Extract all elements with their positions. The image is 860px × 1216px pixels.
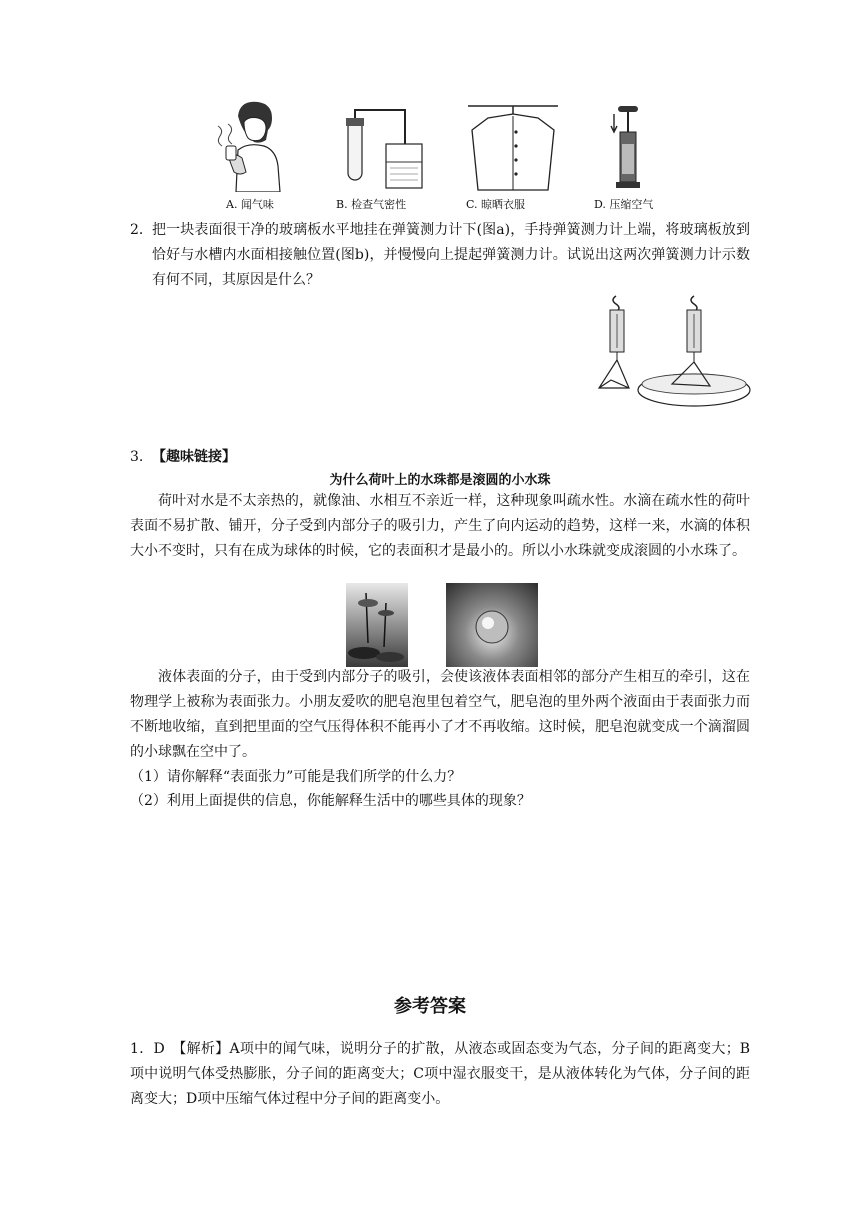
q1-option-b: B. 检查气密性 [336,198,407,211]
q2-text: 把一块表面很干净的玻璃板水平地挂在弹簧测力计下(图a)，手持弹簧测力计上端，将玻璃板放到恰好与水槽内水面相接触位置(图b)，并慢慢向上提起弹簧测力计。试说出这两次弹簧测力计示数有何不同，其原因是什么？ [152,222,750,288]
q2-number: 2． [130,222,153,238]
answer-1 [130,1037,750,1112]
person-smelling-illustration [208,96,288,192]
q3-article-title: 为什么荷叶上的水珠都是滚圆的小水珠 [329,473,551,488]
q1-figure-row [200,96,680,216]
q1-option-a: A. 闻气味 [226,198,274,211]
clothes-figure [468,100,558,192]
answer-1-prefix: 1．D 【解析】 [130,1041,230,1057]
syringe-cylinder-illustration [608,104,648,190]
answer-1-text: A项中的闻气味，说明分子的扩散，从液态或固态变为气态，分子间的距离变大；B项中说明气体受热膨胀，分子间的距离变大；C项中湿衣服变干，是从液体转化为气体，分子间的距离变大；D项中压缩气体过程中分子间的距离变小。 [130,1041,750,1107]
hanging-shirt-illustration [468,100,558,192]
spring-balance-illustration [594,292,754,410]
q3-subquestion-1: （1）请你解释“表面张力”可能是我们所学的什么力？ [130,769,462,785]
q3-paragraph-2: 液体表面的分子，由于受到内部分子的吸引，会使该液体表面相邻的部分产生相互的牵引，这在物理学上被称为表面张力。小朋友爱吹的肥皂泡里包着空气，肥皂泡的里外两个液面由于表面张力而不断地收缩，直到把里面的空气压得体积不能再小了才不再收缩。这时候，肥皂泡就变成一个滴溜圆的小球飘在空中了。 [130,669,750,760]
q3-tag: 【趣味链接】 [152,449,236,465]
test-tube-beaker-illustration [340,106,430,192]
water-droplet-photo [446,583,538,667]
q1-option-c: C. 晾晒衣服 [466,198,526,211]
q3-paragraph-1: 荷叶对水是不太亲热的，就像油、水相互不亲近一样，这种现象叫疏水性。水滴在疏水性的荷叶表面不易扩散、铺开，分子受到内部分子的吸引力，产生了向内运动的趋势，这样一来，水滴的体积大小不变时，只有在成为球体的时候，它的表面积才是最小的。所以小水珠就变成滚圆的小水珠了。 [130,493,750,559]
q3-number: 3. [130,449,144,465]
q1-option-d: D. 压缩空气 [594,198,654,211]
spring-balance-figure [594,292,754,414]
answers-title: 参考答案 [394,996,466,1017]
airtightness-figure [340,106,430,192]
lotus-leaf-photo [346,583,408,667]
q3-subquestion-2: （2）利用上面提供的信息，你能解释生活中的哪些具体的现象？ [130,793,531,809]
compress-air-figure [608,104,648,190]
smell-figure [208,96,288,192]
